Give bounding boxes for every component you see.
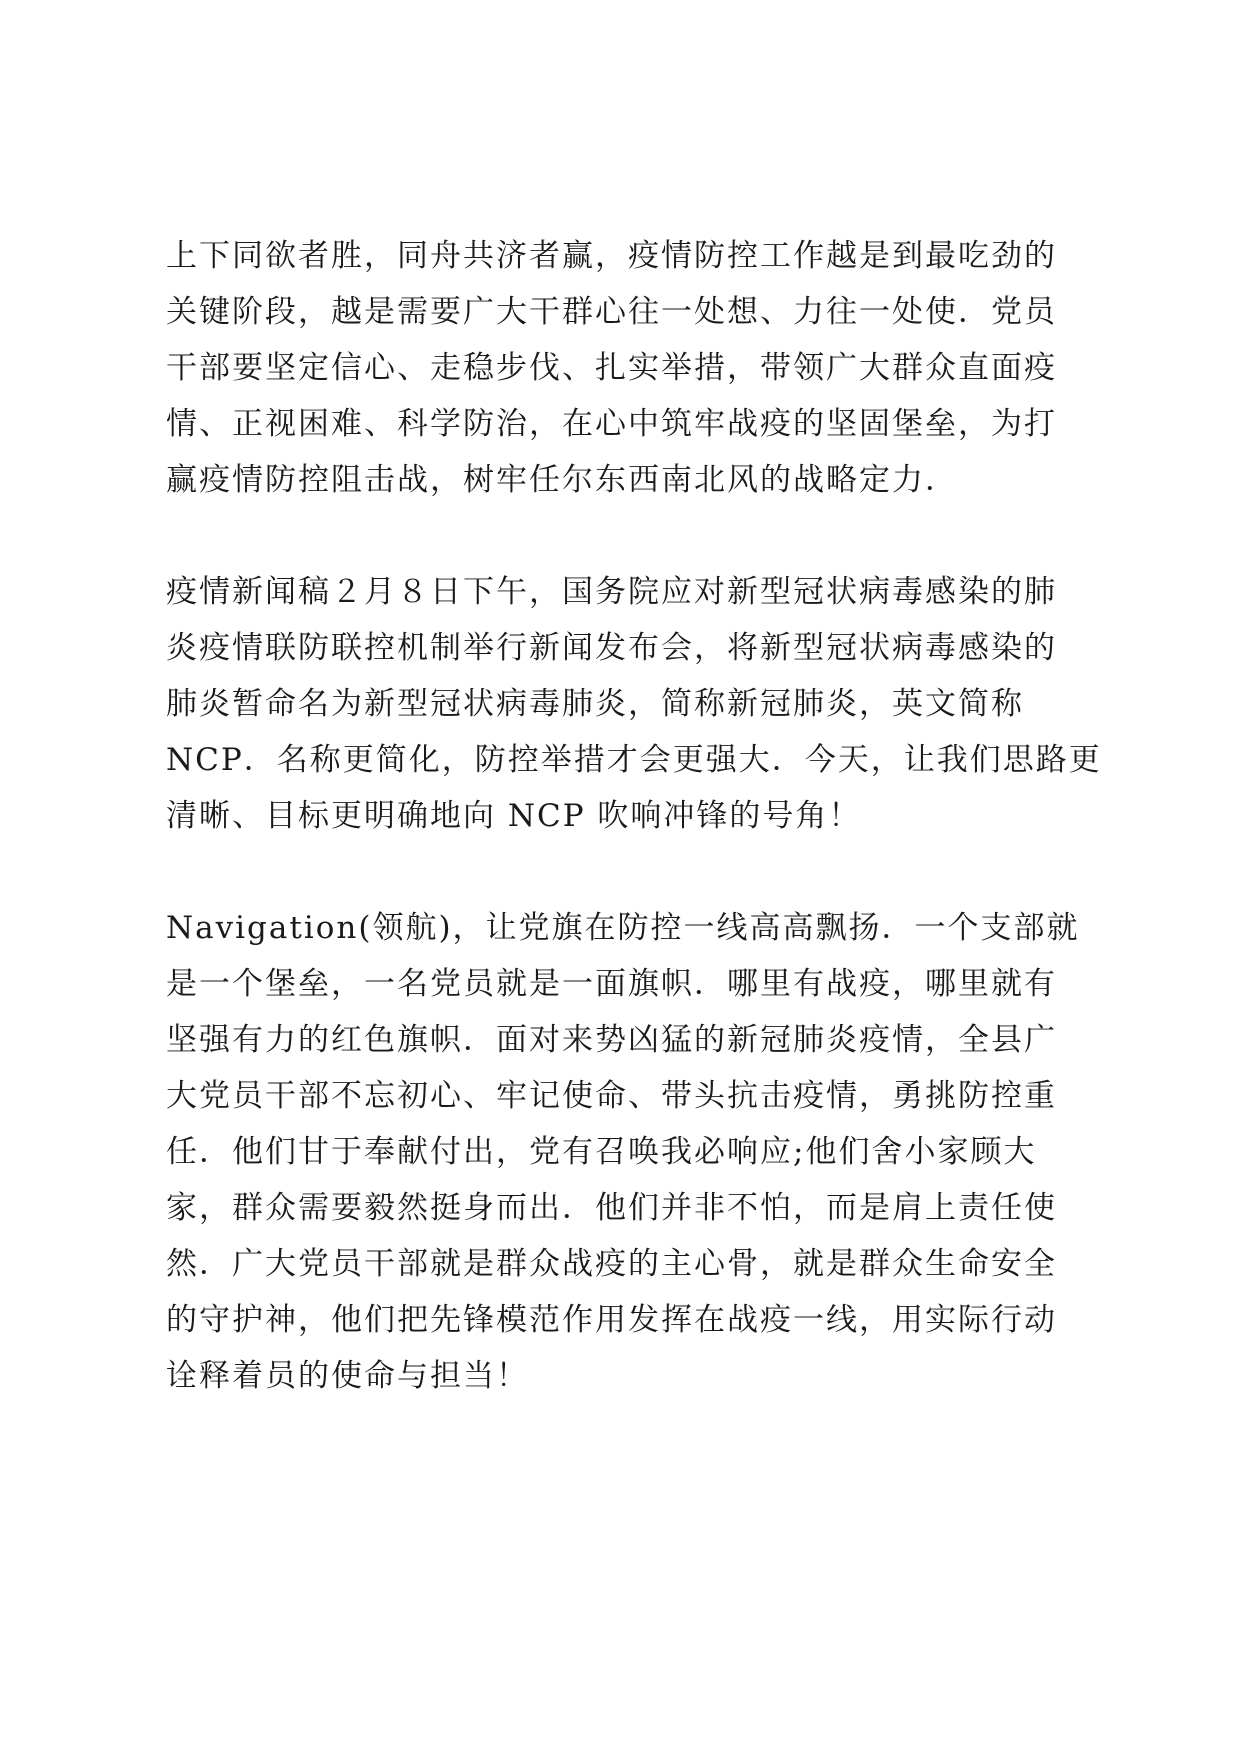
paragraph-1	[166, 228, 1086, 508]
text-line: 家，群众需要毅然挺身而出．他们并非不怕，而是肩上责任使	[166, 1190, 1057, 1226]
text-line: 炎疫情联防联控机制举行新闻发布会，将新型冠状病毒感染的	[166, 630, 1057, 666]
paragraph-2	[166, 564, 1102, 844]
document-body	[166, 228, 1102, 1404]
paragraph-3	[166, 900, 1086, 1404]
text-line: 诠释着员的使命与担当！	[166, 1358, 529, 1394]
text-line: 情、正视困难、科学防治，在心中筑牢战疫的坚固堡垒，为打	[166, 406, 1057, 442]
text-line: 赢疫情防控阻击战，树牢任尔东西南北风的战略定力．	[166, 462, 958, 498]
text-line: 清晰、目标更明确地向 NCP 吹响冲锋的号角！	[166, 798, 862, 834]
text-line: 干部要坚定信心、走稳步伐、扎实举措，带领广大群众直面疫	[166, 350, 1057, 386]
text-line: 任．他们甘于奉献付出，党有召唤我必响应;他们舍小家顾大	[166, 1134, 1037, 1170]
text-line: 坚强有力的红色旗帜．面对来势凶猛的新冠肺炎疫情，全县广	[166, 1022, 1057, 1058]
text-line: Navigation(领航)，让党旗在防控一线高高飘扬．一个支部就	[166, 910, 1080, 946]
text-line: 疫情新闻稿２月８日下午，国务院应对新型冠状病毒感染的肺	[166, 574, 1057, 610]
text-line: 肺炎暂命名为新型冠状病毒肺炎，简称新冠肺炎，英文简称	[166, 686, 1024, 722]
text-line: 的守护神，他们把先锋模范作用发挥在战疫一线，用实际行动	[166, 1302, 1057, 1338]
text-line: NCP．名称更简化，防控举措才会更强大．今天，让我们思路更	[166, 742, 1102, 778]
text-line: 大党员干部不忘初心、牢记使命、带头抗击疫情，勇挑防控重	[166, 1078, 1057, 1114]
text-line: 然．广大党员干部就是群众战疫的主心骨，就是群众生命安全	[166, 1246, 1057, 1282]
text-line: 上下同欲者胜，同舟共济者赢，疫情防控工作越是到最吃劲的	[166, 238, 1057, 274]
text-line: 是一个堡垒，一名党员就是一面旗帜．哪里有战疫，哪里就有	[166, 966, 1057, 1002]
text-line: 关键阶段，越是需要广大干群心往一处想、力往一处使．党员	[166, 294, 1057, 330]
